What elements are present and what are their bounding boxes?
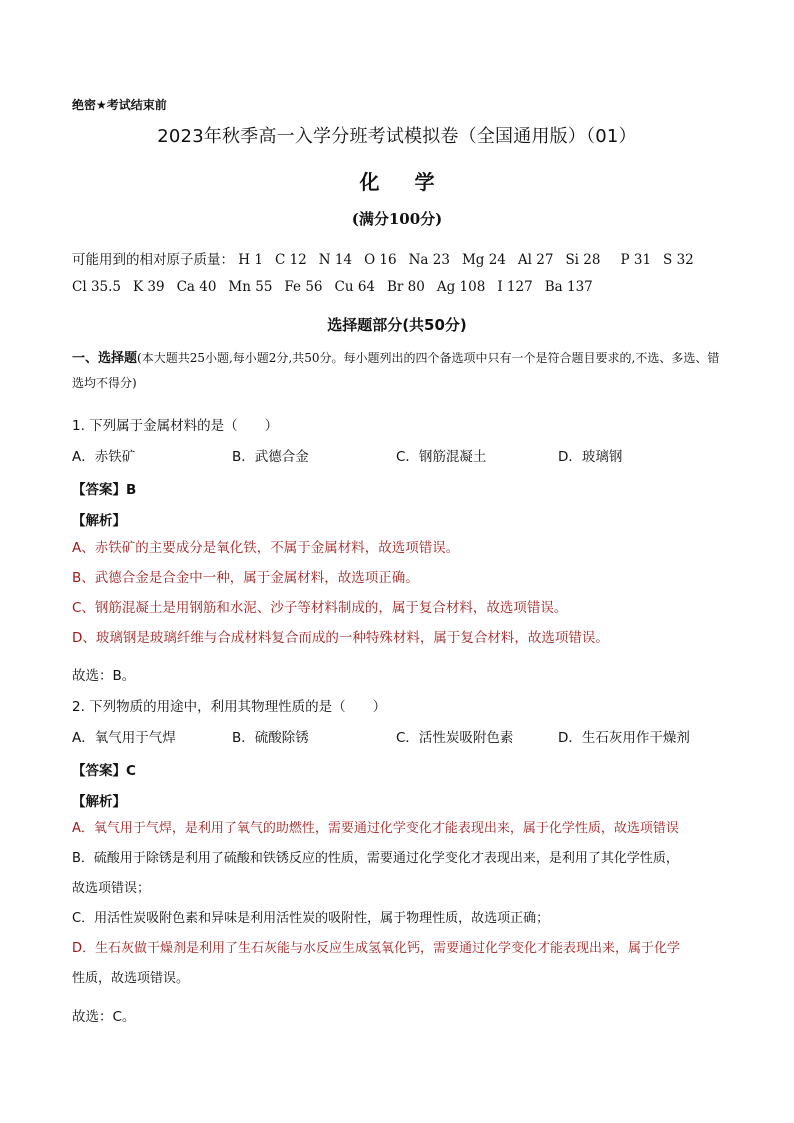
full-score: (满分100分) [351, 210, 443, 228]
question-1-select: 故选：B。 [72, 668, 136, 684]
analysis-line: A．氧气用于气焊，是利用了氧气的助燃性，需要通过化学变化才能表现出来，属于化学性质，故选项错误 [72, 821, 679, 836]
analysis-line: 性质，故选项错误。 [72, 971, 190, 986]
atomic-mass-list-2 [72, 279, 605, 295]
question-2-analysis-label: 【解析】 [72, 794, 126, 810]
mass-item: Mn 55 [228, 279, 273, 295]
analysis-line: C．用活性炭吸附色素和异味是利用活性炭的吸附性，属于物理性质，故选项正确； [72, 911, 550, 926]
question-2-select: 故选：C。 [72, 1009, 136, 1025]
mass-item: P 31 [620, 252, 652, 268]
analysis-line: B．硫酸用于除锈是利用了硫酸和铁锈反应的性质，需要通过化学变化才表现出来，是利用了其化学性质， [72, 851, 679, 866]
question-1-stem: 1. 下列属于金属材料的是（ ） [72, 418, 279, 434]
mass-item: Na 23 [408, 252, 450, 268]
atomic-mass-label: 可能用到的相对原子质量： [72, 252, 234, 268]
mass-item: Mg 24 [461, 252, 506, 268]
mass-item: S 32 [663, 252, 694, 268]
q2-option-b: B．硫酸除锈 [232, 730, 309, 746]
q2-option-c: C．活性炭吸附色素 [396, 730, 514, 746]
mass-item: Ca 40 [176, 279, 217, 295]
confidential-mark: 绝密★考试结束前 [72, 98, 167, 112]
analysis-line: B、武德合金是合金中一种，属于金属材料，故选项正确。 [72, 570, 419, 586]
q1-option-d: D．玻璃钢 [558, 449, 623, 465]
instructions-heading: 一、选择题 [72, 351, 138, 366]
mass-item: Fe 56 [284, 279, 323, 295]
mass-item: O 16 [364, 252, 397, 268]
question-1-analysis [72, 533, 732, 653]
mass-item: Si 28 [565, 252, 601, 268]
mass-item: I 127 [497, 279, 533, 295]
mass-item: C 12 [274, 252, 307, 268]
mass-item: N 14 [318, 252, 353, 268]
mass-item: K 39 [133, 279, 165, 295]
subject-title: 化 学 [359, 170, 449, 194]
analysis-line: 故选项错误； [72, 881, 151, 896]
mass-item: Br 80 [387, 279, 425, 295]
question-2-stem: 2. 下列物质的用途中，利用其物理性质的是（ ） [72, 699, 387, 715]
analysis-line: C、钢筋混凝土是用钢筋和水泥、沙子等材料制成的，属于复合材料，故选项错误。 [72, 600, 568, 616]
q2-option-a: A．氧气用于气焊 [72, 730, 176, 746]
mass-item: Ag 108 [436, 279, 486, 295]
question-2-answer: 【答案】C [72, 763, 136, 779]
analysis-line: A、赤铁矿的主要成分是氧化铁，不属于金属材料，故选项错误。 [72, 540, 460, 556]
q1-option-b: B．武德合金 [232, 449, 309, 465]
q1-option-a: A．赤铁矿 [72, 449, 136, 465]
mass-item: Cu 64 [334, 279, 376, 295]
section-title: 选择题部分(共50分) [327, 316, 467, 334]
atomic-mass-list-1 [238, 252, 705, 268]
question-1-answer: 【答案】B [72, 482, 137, 498]
q2-option-d: D．生石灰用作干燥剂 [558, 730, 690, 746]
exam-title: 2023年秋季高一入学分班考试模拟卷（全国通用版）（01） [157, 126, 637, 147]
analysis-line: D、玻璃钢是玻璃纤维与合成材料复合而成的一种特殊材料，属于复合材料，故选项错误。 [72, 630, 609, 646]
mass-item: H 1 [238, 252, 263, 268]
q1-option-c: C．钢筋混凝土 [396, 449, 487, 465]
mass-item: Al 27 [517, 252, 554, 268]
question-2-analysis [72, 814, 732, 994]
instructions-text: (本大题共25小题,每小题2分,共50分。每小题列出的四个备选项中只有一个是符合题目要求的,不选、多选、错选均不得分) [72, 351, 720, 390]
mass-item: Ba 137 [544, 279, 593, 295]
atomic-mass-line-1 [72, 248, 706, 268]
atomic-mass-line-2 [72, 279, 605, 295]
analysis-line: D．生石灰做干燥剂是利用了生石灰能与水反应生成氢氧化钙，需要通过化学变化才能表现出来，属于化学 [72, 941, 681, 956]
section-instructions [72, 346, 728, 395]
mass-item: Cl 35.5 [72, 279, 121, 295]
question-1-analysis-label: 【解析】 [72, 513, 126, 529]
